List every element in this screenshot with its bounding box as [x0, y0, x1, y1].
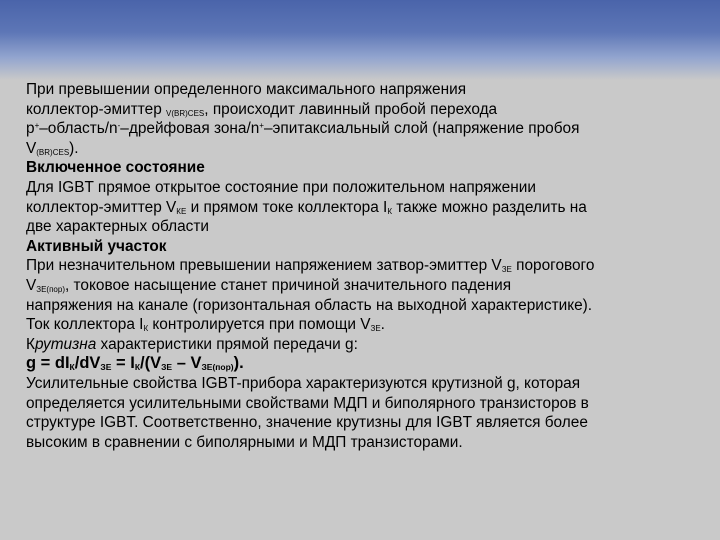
text-line: При незначительном превышении напряжением затвор-эмиттер $V_{ЗЕ}$ порогового	[26, 257, 595, 275]
text-line: $V_{ЗЕ(пор)}$, токовое насыщение станет причиной значительного падения	[26, 276, 512, 294]
text-line: коллектор-эмиттер $V_{КЕ}$ и прямом токе коллектора $I_К$ также можно разделить на	[26, 198, 587, 216]
text-line: Усилительные свойства IGBT-прибора характеризуются крутизной g, которая	[26, 374, 581, 392]
text-line: При превышении определенного максимального напряжения	[26, 81, 467, 98]
slide-body	[26, 80, 702, 452]
text-line: две характерных области	[26, 218, 210, 236]
section-heading-on-state: Включенное состояние	[26, 159, 205, 177]
text-line: напряжения на канале (горизонтальная область на выходной характеристике).	[26, 296, 593, 314]
text-line: Ток коллектора $I_К$ контролируется при помощи $V_{ЗЕ}$.	[26, 316, 385, 334]
text-line: высоким в сравнении с биполярными и МДП транзисторами.	[26, 433, 463, 451]
section-heading-active-region: Активный участок	[26, 237, 167, 255]
header-banner	[0, 0, 720, 80]
text-line: Крутизна характеристики прямой передачи g:	[26, 335, 358, 353]
text-line: определяется усилительными свойствами МДП и биполярного транзисторов в	[26, 394, 589, 412]
text-line: структуре IGBT. Соответственно, значение крутизны для IGBT является более	[26, 414, 588, 432]
transconductance-formula: $g = dI_К/dV_{ЗЕ} = I_К/(V_{ЗЕ} - V_{ЗЕ(пор)})$.	[26, 354, 244, 373]
text-line: $V_{(BR)CES}$).	[26, 139, 79, 157]
text-line: Для IGBT прямое открытое состояние при положительном напряжении	[26, 178, 536, 196]
text-line: коллектор-эмиттер $_{V(BR)CES}$, происходит лавинный пробой перехода	[26, 100, 498, 118]
text-line: p+–область/n-–дрейфовая зона/n+–эпитаксиальный слой (напряжение пробоя	[26, 120, 580, 138]
